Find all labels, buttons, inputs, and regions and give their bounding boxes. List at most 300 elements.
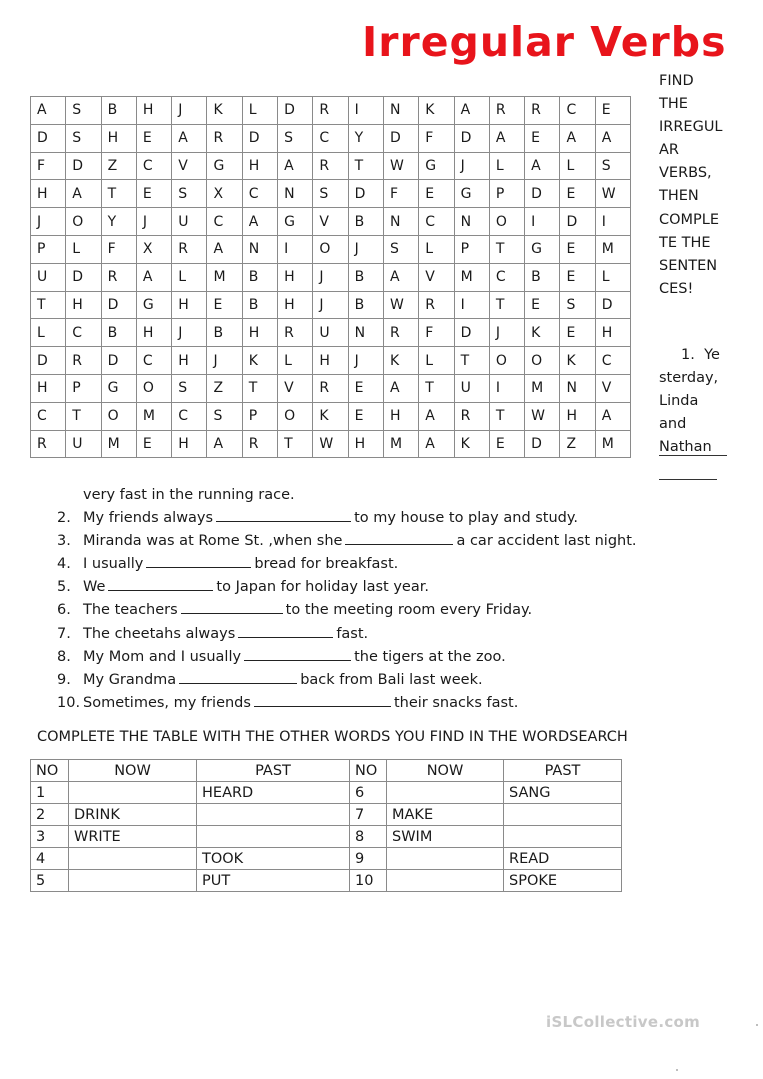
grid-cell[interactable]: O — [489, 208, 524, 236]
grid-cell[interactable]: A — [454, 97, 489, 125]
grid-cell[interactable]: N — [560, 374, 595, 402]
grid-cell[interactable]: M — [207, 263, 242, 291]
grid-cell[interactable]: T — [31, 291, 66, 319]
answer-blank[interactable] — [181, 599, 283, 614]
answer-cell[interactable] — [197, 826, 350, 848]
grid-cell[interactable]: E — [136, 124, 171, 152]
verb-table-row — [31, 870, 622, 892]
column-header: NO — [31, 760, 69, 782]
answer-cell[interactable] — [387, 848, 504, 870]
sentence-text-after: the tigers at the zoo. — [354, 648, 506, 665]
grid-cell[interactable]: U — [31, 263, 66, 291]
grid-row — [31, 291, 631, 319]
sentence-number: 8. — [57, 648, 71, 665]
grid-cell[interactable]: E — [560, 319, 595, 347]
grid-row — [31, 124, 631, 152]
grid-cell[interactable]: K — [313, 402, 348, 430]
grid-cell[interactable]: P — [242, 402, 277, 430]
grid-cell[interactable]: K — [560, 347, 595, 375]
grid-cell[interactable]: R — [242, 430, 277, 458]
grid-cell[interactable]: M — [454, 263, 489, 291]
grid-cell[interactable]: D — [595, 291, 630, 319]
grid-cell[interactable]: H — [101, 124, 136, 152]
sentence-text-after: back from Bali last week. — [300, 671, 483, 688]
sentence-text-after: to the meeting room every Friday. — [285, 602, 533, 619]
grid-cell[interactable]: O — [278, 402, 313, 430]
grid-cell[interactable]: J — [172, 319, 207, 347]
grid-cell[interactable]: L — [172, 263, 207, 291]
grid-cell[interactable]: S — [172, 180, 207, 208]
grid-cell[interactable]: O — [525, 347, 560, 375]
grid-cell[interactable]: A — [278, 152, 313, 180]
grid-cell[interactable]: K — [242, 347, 277, 375]
sentence-text-after: their snacks fast. — [393, 694, 519, 711]
grid-cell[interactable]: L — [278, 347, 313, 375]
grid-row — [31, 374, 631, 402]
sentence-text-after: to Japan for holiday last year. — [216, 579, 429, 596]
grid-cell[interactable]: H — [242, 152, 277, 180]
grid-cell[interactable]: W — [383, 152, 418, 180]
grid-cell[interactable]: A — [207, 430, 242, 458]
grid-cell[interactable]: J — [348, 235, 383, 263]
answer-cell[interactable] — [504, 804, 622, 826]
answer-cell[interactable] — [69, 782, 197, 804]
grid-cell[interactable]: H — [383, 402, 418, 430]
grid-cell[interactable]: G — [454, 180, 489, 208]
verb-cell: SWIM — [387, 826, 504, 848]
grid-cell[interactable]: H — [136, 319, 171, 347]
grid-cell[interactable]: I — [525, 208, 560, 236]
answer-cell[interactable] — [69, 848, 197, 870]
grid-cell[interactable]: R — [313, 152, 348, 180]
grid-cell[interactable]: L — [595, 263, 630, 291]
grid-cell[interactable]: J — [31, 208, 66, 236]
grid-cell[interactable]: V — [172, 152, 207, 180]
grid-cell[interactable]: F — [419, 124, 454, 152]
grid-cell[interactable]: O — [136, 374, 171, 402]
grid-cell[interactable]: A — [66, 180, 101, 208]
grid-cell[interactable]: P — [454, 235, 489, 263]
grid-cell[interactable]: D — [454, 124, 489, 152]
grid-cell[interactable]: R — [66, 347, 101, 375]
grid-cell[interactable]: D — [525, 180, 560, 208]
grid-cell[interactable]: V — [313, 208, 348, 236]
watermark: iSLCollective.com — [546, 1013, 701, 1031]
sentence-text-before: My Mom and I usually — [83, 648, 242, 665]
sentence-number: 3. — [57, 533, 71, 550]
grid-cell[interactable]: R — [172, 235, 207, 263]
sentence-item — [57, 692, 697, 715]
grid-cell[interactable]: L — [560, 152, 595, 180]
grid-cell[interactable]: Y — [348, 124, 383, 152]
sentence-text-before: The teachers — [83, 602, 178, 619]
grid-cell[interactable]: Z — [560, 430, 595, 458]
grid-cell[interactable]: M — [136, 402, 171, 430]
grid-cell[interactable]: H — [313, 347, 348, 375]
grid-cell[interactable]: B — [348, 291, 383, 319]
grid-cell[interactable]: R — [278, 319, 313, 347]
grid-cell[interactable]: W — [595, 180, 630, 208]
grid-cell[interactable]: G — [207, 152, 242, 180]
sentence-text-before: Miranda was at Rome St. ,when she — [83, 533, 343, 550]
grid-cell[interactable]: N — [383, 97, 418, 125]
grid-cell[interactable]: L — [66, 235, 101, 263]
grid-cell[interactable]: M — [101, 430, 136, 458]
answer-blank-1b[interactable] — [659, 479, 717, 480]
grid-cell[interactable]: O — [66, 208, 101, 236]
grid-cell[interactable]: X — [136, 235, 171, 263]
verb-cell: PUT — [197, 870, 350, 892]
grid-cell[interactable]: B — [525, 263, 560, 291]
answer-cell[interactable] — [387, 870, 504, 892]
verb-cell: SPOKE — [504, 870, 622, 892]
grid-cell[interactable]: A — [31, 97, 66, 125]
grid-cell[interactable]: R — [454, 402, 489, 430]
grid-cell[interactable]: U — [172, 208, 207, 236]
grid-cell[interactable]: N — [383, 208, 418, 236]
grid-cell[interactable]: J — [313, 291, 348, 319]
grid-cell[interactable]: T — [278, 430, 313, 458]
grid-cell[interactable]: L — [31, 319, 66, 347]
verb-table-row — [31, 782, 622, 804]
grid-cell[interactable]: H — [348, 430, 383, 458]
answer-cell[interactable] — [504, 826, 622, 848]
verb-cell: SANG — [504, 782, 622, 804]
grid-cell[interactable]: J — [348, 347, 383, 375]
answer-blank[interactable] — [146, 553, 251, 568]
grid-cell[interactable]: D — [348, 180, 383, 208]
grid-cell[interactable]: E — [525, 291, 560, 319]
row-number-cell: 3 — [31, 826, 69, 848]
grid-cell[interactable]: R — [525, 97, 560, 125]
answer-blank[interactable] — [179, 669, 297, 684]
grid-cell[interactable]: S — [313, 180, 348, 208]
grid-cell[interactable]: C — [489, 263, 524, 291]
grid-cell[interactable]: T — [419, 374, 454, 402]
grid-cell[interactable]: I — [489, 374, 524, 402]
answer-blank[interactable] — [216, 507, 351, 522]
grid-cell[interactable]: R — [383, 319, 418, 347]
sentence-text-after: a car accident last night. — [456, 533, 637, 550]
grid-cell[interactable]: D — [101, 291, 136, 319]
grid-cell[interactable]: C — [207, 208, 242, 236]
grid-cell[interactable]: B — [348, 208, 383, 236]
grid-cell[interactable]: D — [525, 430, 560, 458]
grid-cell[interactable]: D — [31, 124, 66, 152]
grid-cell[interactable]: A — [419, 430, 454, 458]
grid-cell[interactable]: X — [207, 180, 242, 208]
grid-cell[interactable]: J — [454, 152, 489, 180]
grid-cell[interactable]: E — [560, 180, 595, 208]
sentence-text-before: Sometimes, my friends — [83, 694, 251, 711]
grid-cell[interactable]: Y — [101, 208, 136, 236]
grid-cell[interactable]: A — [383, 263, 418, 291]
grid-cell[interactable]: H — [172, 347, 207, 375]
grid-cell[interactable]: C — [419, 208, 454, 236]
grid-cell[interactable]: E — [348, 374, 383, 402]
grid-cell[interactable]: Z — [207, 374, 242, 402]
grid-cell[interactable]: S — [207, 402, 242, 430]
grid-cell[interactable]: D — [454, 319, 489, 347]
grid-cell[interactable]: F — [419, 319, 454, 347]
grid-cell[interactable]: S — [66, 97, 101, 125]
side-instruction-line: FIND — [659, 73, 694, 89]
sentence-item — [57, 507, 697, 530]
answer-blank[interactable] — [238, 623, 333, 638]
grid-cell[interactable]: H — [278, 291, 313, 319]
grid-cell[interactable]: E — [348, 402, 383, 430]
table-instruction: COMPLETE THE TABLE WITH THE OTHER WORDS YOU FIND IN THE WORDSEARCH — [37, 729, 628, 745]
grid-cell[interactable]: Z — [101, 152, 136, 180]
grid-cell[interactable]: E — [560, 263, 595, 291]
grid-cell[interactable]: D — [242, 124, 277, 152]
grid-cell[interactable]: L — [489, 152, 524, 180]
grid-cell[interactable]: N — [348, 319, 383, 347]
grid-cell[interactable]: E — [419, 180, 454, 208]
grid-cell[interactable]: A — [489, 124, 524, 152]
grid-cell[interactable]: B — [101, 97, 136, 125]
grid-cell[interactable]: K — [383, 347, 418, 375]
grid-cell[interactable]: H — [136, 97, 171, 125]
grid-cell[interactable]: U — [66, 430, 101, 458]
grid-cell[interactable]: I — [454, 291, 489, 319]
grid-cell[interactable]: L — [419, 347, 454, 375]
grid-cell[interactable]: A — [595, 402, 630, 430]
verb-table — [30, 759, 622, 892]
grid-cell[interactable]: P — [66, 374, 101, 402]
grid-cell[interactable]: D — [278, 97, 313, 125]
sentence-number: 5. — [57, 579, 71, 596]
grid-cell[interactable]: T — [489, 402, 524, 430]
grid-cell[interactable]: L — [419, 235, 454, 263]
grid-cell[interactable]: T — [489, 291, 524, 319]
grid-cell[interactable]: R — [313, 97, 348, 125]
grid-cell[interactable]: D — [66, 263, 101, 291]
column-header: PAST — [197, 760, 350, 782]
grid-cell[interactable]: C — [560, 97, 595, 125]
grid-cell[interactable]: E — [489, 430, 524, 458]
grid-cell[interactable]: U — [454, 374, 489, 402]
grid-cell[interactable]: H — [242, 319, 277, 347]
grid-cell[interactable]: C — [136, 347, 171, 375]
grid-cell[interactable]: T — [242, 374, 277, 402]
sentence-number: 2. — [57, 510, 71, 527]
grid-cell[interactable]: H — [172, 430, 207, 458]
grid-cell[interactable]: A — [383, 374, 418, 402]
grid-cell[interactable]: A — [595, 124, 630, 152]
grid-cell[interactable]: B — [348, 263, 383, 291]
grid-cell[interactable]: D — [383, 124, 418, 152]
grid-row — [31, 208, 631, 236]
grid-cell[interactable]: N — [242, 235, 277, 263]
grid-cell[interactable]: I — [348, 97, 383, 125]
grid-cell[interactable]: V — [595, 374, 630, 402]
grid-cell[interactable]: N — [454, 208, 489, 236]
grid-cell[interactable]: C — [595, 347, 630, 375]
answer-blank[interactable] — [345, 530, 453, 545]
grid-row — [31, 263, 631, 291]
grid-cell[interactable]: O — [101, 402, 136, 430]
grid-cell[interactable]: O — [489, 347, 524, 375]
grid-row — [31, 152, 631, 180]
grid-cell[interactable]: E — [560, 235, 595, 263]
answer-blank[interactable] — [244, 646, 351, 661]
grid-cell[interactable]: O — [313, 235, 348, 263]
grid-cell[interactable]: H — [31, 374, 66, 402]
sentence-item — [57, 646, 697, 669]
sentence-text-before: We — [83, 579, 106, 596]
grid-cell[interactable]: A — [136, 263, 171, 291]
grid-cell[interactable]: R — [313, 374, 348, 402]
grid-cell[interactable]: R — [489, 97, 524, 125]
grid-cell[interactable]: M — [595, 235, 630, 263]
grid-cell[interactable]: G — [419, 152, 454, 180]
grid-cell[interactable]: R — [419, 291, 454, 319]
grid-cell[interactable]: K — [419, 97, 454, 125]
grid-cell[interactable]: T — [489, 235, 524, 263]
dot-mark — [756, 1024, 758, 1026]
grid-cell[interactable]: T — [66, 402, 101, 430]
side-instruction-line: VERBS, — [659, 165, 712, 182]
row-number-cell: 10 — [350, 870, 387, 892]
grid-cell[interactable]: H — [172, 291, 207, 319]
answer-cell[interactable] — [387, 782, 504, 804]
grid-cell[interactable]: C — [31, 402, 66, 430]
sentence-text-after: fast. — [336, 625, 369, 642]
verb-cell: DRINK — [69, 804, 197, 826]
grid-cell[interactable]: E — [136, 430, 171, 458]
grid-cell[interactable]: D — [560, 208, 595, 236]
row-number-cell: 6 — [350, 782, 387, 804]
worksheet-title: Irregular Verbs — [362, 18, 727, 66]
row-number-cell: 8 — [350, 826, 387, 848]
grid-cell[interactable]: A — [525, 152, 560, 180]
grid-cell[interactable]: P — [31, 235, 66, 263]
grid-cell[interactable]: G — [525, 235, 560, 263]
grid-cell[interactable]: H — [31, 180, 66, 208]
grid-cell[interactable]: T — [454, 347, 489, 375]
grid-cell[interactable]: P — [489, 180, 524, 208]
sentence-item — [57, 623, 697, 646]
grid-cell[interactable]: J — [172, 97, 207, 125]
grid-cell[interactable]: J — [489, 319, 524, 347]
column-header: NOW — [69, 760, 197, 782]
grid-cell[interactable]: C — [136, 152, 171, 180]
grid-cell[interactable]: K — [207, 97, 242, 125]
grid-cell[interactable]: K — [525, 319, 560, 347]
grid-cell[interactable]: S — [278, 124, 313, 152]
grid-row — [31, 180, 631, 208]
grid-cell[interactable]: E — [136, 180, 171, 208]
grid-cell[interactable]: J — [136, 208, 171, 236]
grid-cell[interactable]: A — [172, 124, 207, 152]
grid-cell[interactable]: J — [313, 263, 348, 291]
grid-cell[interactable]: C — [242, 180, 277, 208]
answer-blank-1a[interactable] — [659, 455, 727, 456]
grid-cell[interactable]: W — [383, 291, 418, 319]
sentence-number: 6. — [57, 602, 71, 619]
grid-cell[interactable]: H — [278, 263, 313, 291]
grid-cell[interactable]: A — [242, 208, 277, 236]
grid-cell[interactable]: R — [31, 430, 66, 458]
sentence-text-after: to my house to play and study. — [354, 510, 579, 527]
grid-cell[interactable]: I — [595, 208, 630, 236]
grid-cell[interactable]: E — [525, 124, 560, 152]
sentence-item — [57, 669, 697, 692]
sentence-list — [57, 484, 697, 715]
grid-cell[interactable]: B — [242, 263, 277, 291]
grid-cell[interactable]: S — [560, 291, 595, 319]
answer-cell[interactable] — [197, 804, 350, 826]
grid-cell[interactable]: F — [383, 180, 418, 208]
grid-cell[interactable]: D — [101, 347, 136, 375]
grid-cell[interactable]: R — [207, 124, 242, 152]
grid-cell[interactable]: A — [419, 402, 454, 430]
grid-cell[interactable]: M — [525, 374, 560, 402]
grid-cell[interactable]: T — [101, 180, 136, 208]
grid-cell[interactable]: F — [31, 152, 66, 180]
grid-cell[interactable]: S — [172, 374, 207, 402]
sentence-item — [57, 576, 697, 599]
grid-cell[interactable]: A — [560, 124, 595, 152]
grid-cell[interactable]: H — [595, 319, 630, 347]
side-instruction-line: CES! — [659, 280, 694, 297]
grid-cell[interactable]: A — [207, 235, 242, 263]
grid-cell[interactable]: T — [348, 152, 383, 180]
grid-cell[interactable]: H — [560, 402, 595, 430]
grid-cell[interactable]: M — [595, 430, 630, 458]
grid-cell[interactable]: S — [595, 152, 630, 180]
grid-cell[interactable]: N — [278, 180, 313, 208]
grid-cell[interactable]: G — [278, 208, 313, 236]
grid-cell[interactable]: D — [66, 152, 101, 180]
grid-cell[interactable]: B — [101, 319, 136, 347]
grid-cell[interactable]: S — [383, 235, 418, 263]
grid-cell[interactable]: C — [66, 319, 101, 347]
grid-cell[interactable]: G — [101, 374, 136, 402]
grid-cell[interactable]: G — [136, 291, 171, 319]
grid-cell[interactable]: C — [172, 402, 207, 430]
grid-cell[interactable]: E — [595, 97, 630, 125]
answer-cell[interactable] — [69, 870, 197, 892]
grid-cell[interactable]: U — [313, 319, 348, 347]
grid-cell[interactable]: L — [242, 97, 277, 125]
grid-cell[interactable]: H — [66, 291, 101, 319]
grid-cell[interactable]: S — [66, 124, 101, 152]
grid-cell[interactable]: E — [207, 291, 242, 319]
grid-cell[interactable]: D — [31, 347, 66, 375]
answer-blank[interactable] — [254, 692, 391, 707]
grid-cell[interactable]: W — [313, 430, 348, 458]
grid-cell[interactable]: C — [313, 124, 348, 152]
grid-cell[interactable]: J — [207, 347, 242, 375]
sentence-number: 9. — [57, 671, 71, 688]
side-instruction-line: COMPLE — [659, 211, 720, 228]
grid-cell[interactable]: R — [101, 263, 136, 291]
grid-cell[interactable]: B — [207, 319, 242, 347]
grid-cell[interactable]: M — [383, 430, 418, 458]
grid-cell[interactable]: K — [454, 430, 489, 458]
grid-cell[interactable]: V — [278, 374, 313, 402]
grid-cell[interactable]: B — [242, 291, 277, 319]
grid-row — [31, 97, 631, 125]
grid-cell[interactable]: F — [101, 235, 136, 263]
grid-cell[interactable]: V — [419, 263, 454, 291]
grid-cell[interactable]: W — [525, 402, 560, 430]
sentence-text-after: bread for breakfast. — [254, 556, 399, 573]
grid-cell[interactable]: I — [278, 235, 313, 263]
answer-blank[interactable] — [108, 576, 213, 591]
